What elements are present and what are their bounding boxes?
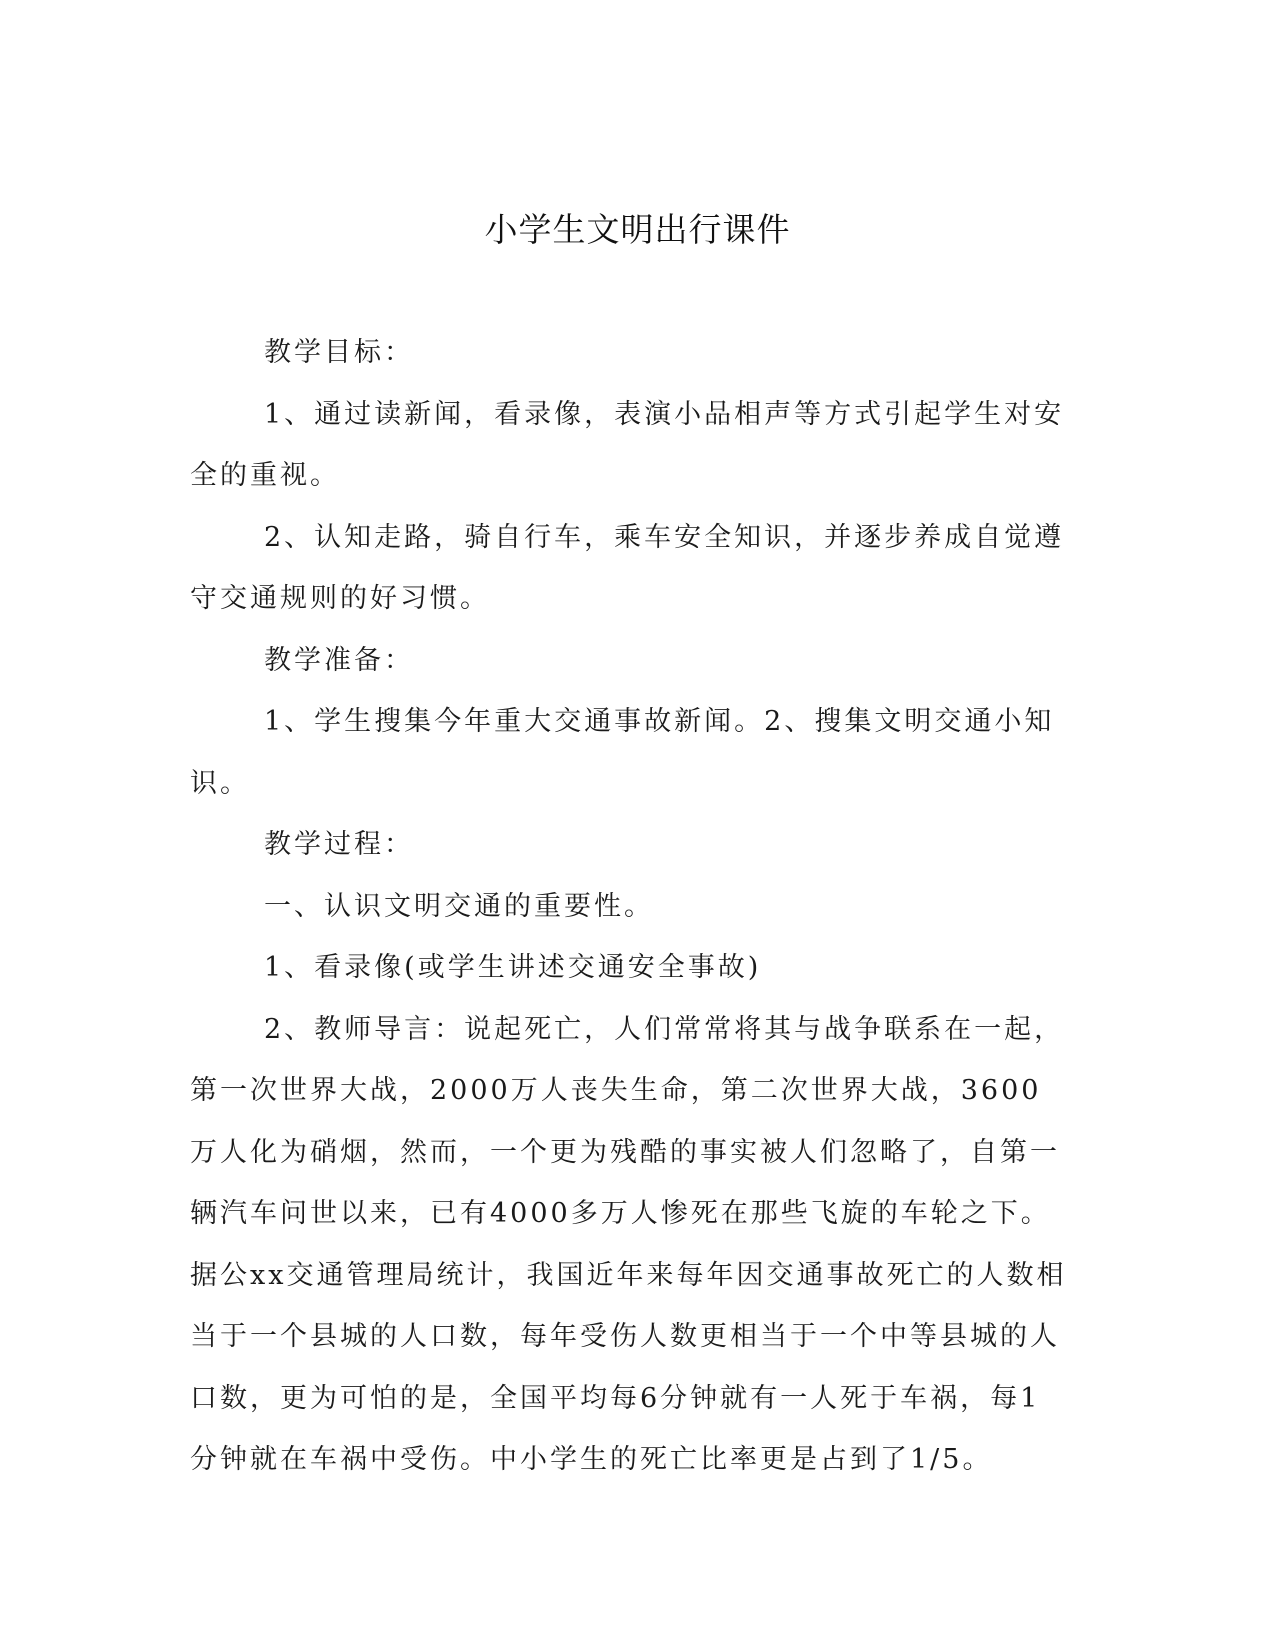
paragraph-teaching-process-heading: 教学过程：: [264, 829, 414, 860]
paragraph-process-2: 2、教师导言：说起死亡，人们常常将其与战争联系在一起，第一次世界大战，2000万人丧失生命，第二次世界大战，3600万人化为硝烟，然而，一个更为残酷的事实被人们忽略了，自第一辆汽车问世以来，已有4000多万人惨死在那些飞旋的车轮之下。据公xx交通管理局统计，我国近年来每年因交通事故死亡的人数相当于一个县城的人口数，每年受伤人数更相当于一个中等县城的人口数，更为可怕的是，全国平均每6分钟就有一人死于车祸，每1分钟就在车祸中受伤。中小学生的死亡比率更是占到了1/5。: [190, 1013, 1067, 1475]
paragraph-teaching-goals-heading: 教学目标：: [264, 337, 414, 368]
paragraph-process-1: 1、看录像(或学生讲述交通安全事故): [264, 952, 762, 983]
paragraph-section-one-heading: 一、认识文明交通的重要性。: [264, 890, 654, 922]
paragraph-goal-2: 2、认知走路，骑自行车，乘车安全知识，并逐步养成自觉遵守交通规则的好习惯。: [190, 521, 1065, 614]
paragraph-teaching-prep-heading: 教学准备：: [264, 644, 414, 676]
document-body: [190, 322, 1070, 1491]
paragraph-prep-items: 1、学生搜集今年重大交通事故新闻。2、搜集文明交通小知识。: [190, 706, 1055, 799]
document-title: 小学生文明出行课件: [484, 210, 791, 249]
paragraph-goal-1: 1、通过读新闻，看录像，表演小品相声等方式引起学生对安全的重视。: [190, 398, 1065, 491]
